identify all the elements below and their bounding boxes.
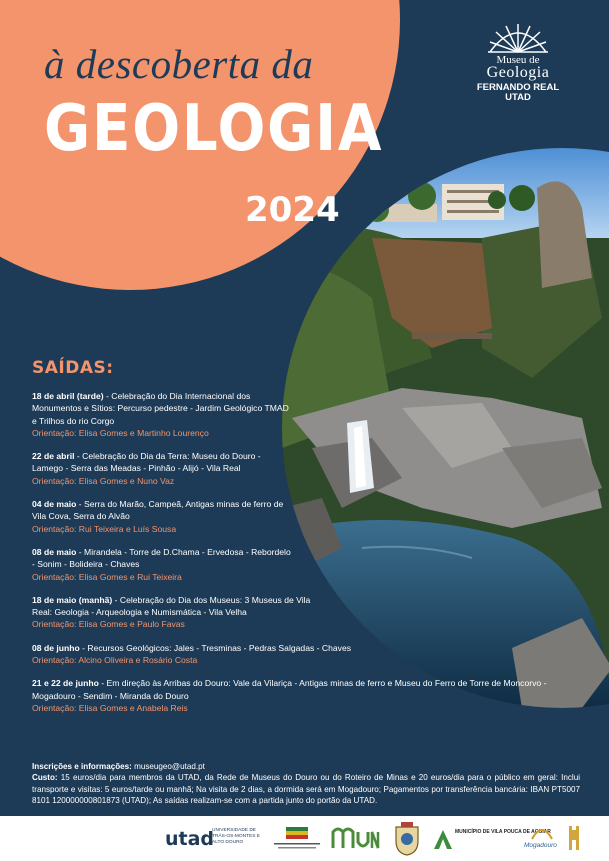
municipio-icon	[432, 827, 454, 851]
event-date: 04 de maio	[32, 499, 77, 510]
municipio-text: MUNICÍPIO DE VILA POUCA DE AGUIAR	[455, 829, 551, 835]
event-date: 18 de maio (manhã)	[32, 594, 113, 605]
event-guide: Orientação: Elisa Gomes e Paulo Favas	[32, 619, 185, 630]
event-guide: Orientação: Alcino Oliveira e Rosário Costa	[32, 655, 198, 666]
event-guide: Orientação: Elisa Gomes e Anabela Reis	[32, 702, 188, 713]
event-list	[32, 390, 547, 725]
event-item	[32, 450, 294, 487]
contact-email[interactable]: museugeo@utad.pt	[131, 762, 205, 771]
event-item	[32, 498, 294, 535]
info-block	[32, 761, 580, 807]
sponsor-footer	[0, 816, 609, 861]
event-date: 21 e 22 de junho	[32, 678, 99, 689]
year: 2024	[245, 190, 340, 230]
castle-icon	[566, 824, 582, 852]
event-date: 22 de abril	[32, 451, 75, 462]
event-date: 08 de maio	[32, 546, 77, 557]
event-desc: - Recursos Geológicos: Jales - Tresminas - Pedras Salgadas - Chaves	[79, 642, 352, 653]
section-title: SAÍDAS:	[32, 358, 114, 378]
event-date: 08 de junho	[32, 642, 80, 653]
logo-line1: Museu de	[496, 54, 540, 66]
flag-logo-icon	[272, 825, 322, 853]
logo-line4: UTAD	[505, 92, 531, 103]
event-guide: Orientação: Elisa Gomes e Martinho Lourenço	[32, 427, 209, 438]
utad-subtitle: UNIVERSIDADE DE TRÁS-OS-MONTES E ALTO DOURO	[212, 828, 260, 845]
mogadouro-icon	[530, 823, 554, 841]
subtitle: à descoberta da	[44, 41, 314, 87]
event-guide: Orientação: Elisa Gomes e Nuno Vaz	[32, 475, 175, 486]
event-desc: - Celebração do Dia dos Museus: 3 Museus de Vila Real: Geologia - Arqueologia e Numismática - Vila Velha	[32, 594, 311, 618]
logo-line2: Geologia	[486, 64, 550, 81]
mvd-logo-icon	[330, 824, 380, 854]
cost-text: 15 euros/dia para membros da UTAD, da Rede de Museus do Douro ou do Roteiro de Minas e 20 euros/dia para o público em geral: Inclui transporte e visitas: 5 euros/tarde ou manhã; Na visita de 2 dias, a dormida será em Mogadouro; Pagamentos por transferência bancária: IBAN PT5007 8101 120000000801873 (UTAD); As saídas realizam-se com a partida junto do portão da UTAD.	[32, 773, 580, 806]
event-item	[32, 677, 552, 714]
event-date: 18 de abril (tarde)	[32, 391, 104, 401]
event-item	[32, 642, 372, 667]
event-guide: Orientação: Rui Teixeira e Luís Sousa	[32, 523, 177, 534]
event-desc: - Mirandela - Torre de D.Chama - Ervedosa - Rebordelo - Sonim - Bolideira - Chaves	[32, 546, 291, 570]
coat-of-arms-icon	[392, 821, 422, 857]
event-item	[32, 390, 294, 439]
utad-logo: utad	[165, 827, 215, 850]
event-item	[32, 546, 294, 583]
event-guide: Orientação: Elisa Gomes e Rui Teixeira	[32, 571, 182, 582]
mogadouro-text: Mogadouro	[524, 842, 557, 849]
event-desc: - Em direção às Arribas do Douro: Vale da Vilariça - Antigas minas de ferro e Museu do Ferro de Torre de Moncorvo - Mogadouro - Sendim - Miranda do Douro	[32, 678, 547, 701]
logo-line3: FERNANDO REAL	[476, 82, 560, 93]
event-desc: - Serra do Marão, Campeã, Antigas minas de ferro de Vila Cova, Serra do Alvão	[32, 499, 284, 522]
event-desc: - Celebração do Dia Internacional dos Monumentos e Sítios: Percurso pedestre - Jardim Geológico TMAD e Trilhos do rio Corgo	[32, 391, 289, 426]
page-title: GEOLOGIA	[44, 92, 384, 166]
contact-label: Inscrições e informações:	[32, 762, 132, 771]
event-item	[32, 594, 332, 631]
event-desc: - Celebração do Dia da Terra: Museu do Douro - Lamego - Serra das Meadas - Pinhão - Alijó - Vila Real	[32, 451, 261, 474]
fan-icon	[484, 20, 552, 54]
cost-label: Custo:	[32, 773, 58, 783]
museum-logo	[458, 20, 578, 103]
